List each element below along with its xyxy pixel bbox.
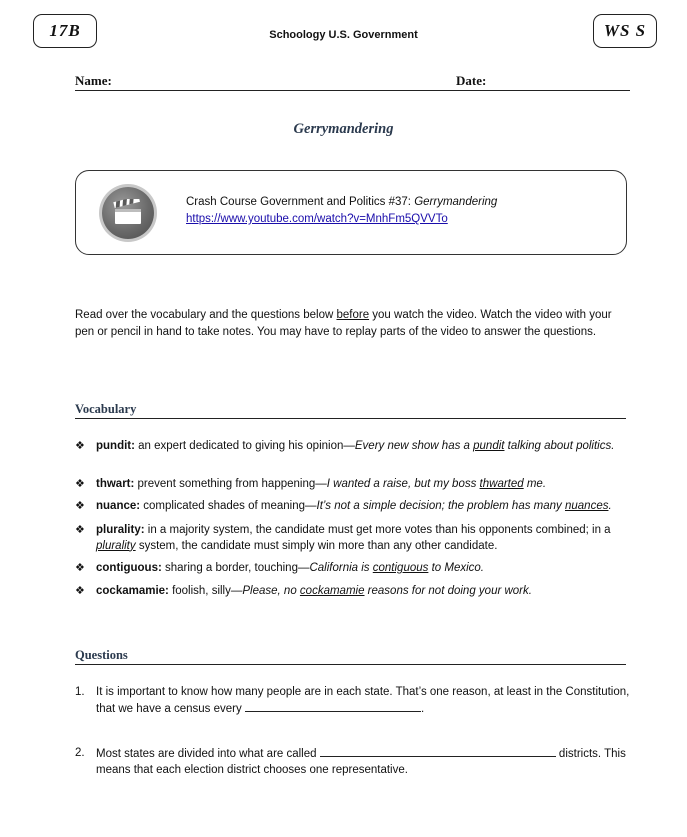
date-label: Date: (456, 73, 487, 88)
video-series: Crash Course Government and Politics #37: (186, 196, 411, 208)
question-number: 2. (75, 747, 85, 759)
emphasis-before: before (336, 309, 370, 321)
vocabulary-heading: Vocabulary (75, 402, 626, 419)
name-label: Name: (75, 73, 112, 88)
vocab-item-pundit: ❖ pundit: an expert dedicated to giving his opinion—Every new show has a pundit talking about politics. (75, 439, 630, 471)
question-number: 1. (75, 686, 85, 698)
document-title: Gerrymandering (293, 121, 394, 137)
bullet-icon: ❖ (75, 440, 85, 452)
video-episode: Gerrymandering (414, 196, 498, 208)
bullet-icon: ❖ (75, 524, 85, 536)
video-series-line (186, 196, 497, 208)
worksheet-code: WS S (603, 21, 647, 40)
questions-heading: Questions (75, 648, 626, 665)
video-info-box (75, 170, 627, 255)
bullet-icon: ❖ (75, 562, 85, 574)
bullet-icon: ❖ (75, 500, 85, 512)
header-title: Schoology U.S. Government (269, 29, 418, 41)
video-link[interactable]: https://www.youtube.com/watch?v=MnhFm5QVVTo (186, 213, 448, 225)
worksheet-tag (593, 14, 657, 48)
answer-blank[interactable] (245, 700, 421, 712)
name-date-row (75, 73, 630, 91)
instructions-paragraph: Read over the vocabulary and the questions below before you watch the video. Watch the video with your pen or pencil in hand to take notes. You may have to replay parts of the video to answer the questions. (75, 309, 612, 338)
bullet-icon: ❖ (75, 478, 85, 490)
clapperboard-icon (102, 187, 154, 239)
course-code: 17B (49, 21, 81, 40)
answer-blank[interactable] (320, 745, 556, 757)
bullet-icon: ❖ (75, 585, 85, 597)
